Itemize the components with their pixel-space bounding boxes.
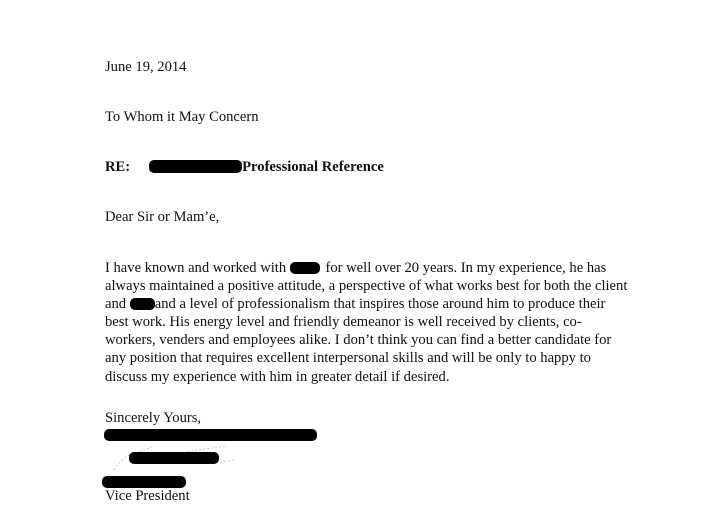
redacted-signer-name bbox=[102, 476, 186, 488]
redacted-name bbox=[149, 160, 242, 173]
redacted-company bbox=[130, 298, 155, 310]
letter-closing: Sincerely Yours, bbox=[105, 410, 202, 426]
redacted-signer-line bbox=[104, 429, 317, 441]
signer-title: Vice President bbox=[105, 488, 190, 504]
redacted-signature bbox=[129, 452, 219, 464]
letter-body bbox=[105, 259, 705, 386]
redacted-name bbox=[290, 262, 320, 274]
letter-addressee: To Whom it May Concern bbox=[105, 109, 259, 125]
re-line bbox=[105, 159, 384, 176]
body-line: and and a level of professionalism that inspires those around him to produce their bbox=[105, 296, 606, 313]
re-label: RE: bbox=[105, 159, 131, 175]
body-line: discuss my experience with him in greater detail if desired. bbox=[105, 368, 450, 385]
letter-date: June 19, 2014 bbox=[105, 59, 187, 75]
body-line: always maintained a positive attitude, a perspective of what works best for both the client bbox=[105, 278, 628, 295]
letter-salutation: Dear Sir or Mam’e, bbox=[105, 209, 220, 225]
re-subject: Professional Reference bbox=[242, 159, 384, 175]
body-line: any position that requires excellent interpersonal skills and will be only to happy to bbox=[105, 350, 591, 367]
body-line: workers, venders and employees alike. I don’t think you can find a better candidate for bbox=[105, 332, 612, 349]
body-line: I have known and worked with for well over 20 years. In my experience, he has bbox=[105, 260, 607, 276]
body-line: best work. His energy level and friendly demeanor is well received by clients, co- bbox=[105, 314, 582, 331]
